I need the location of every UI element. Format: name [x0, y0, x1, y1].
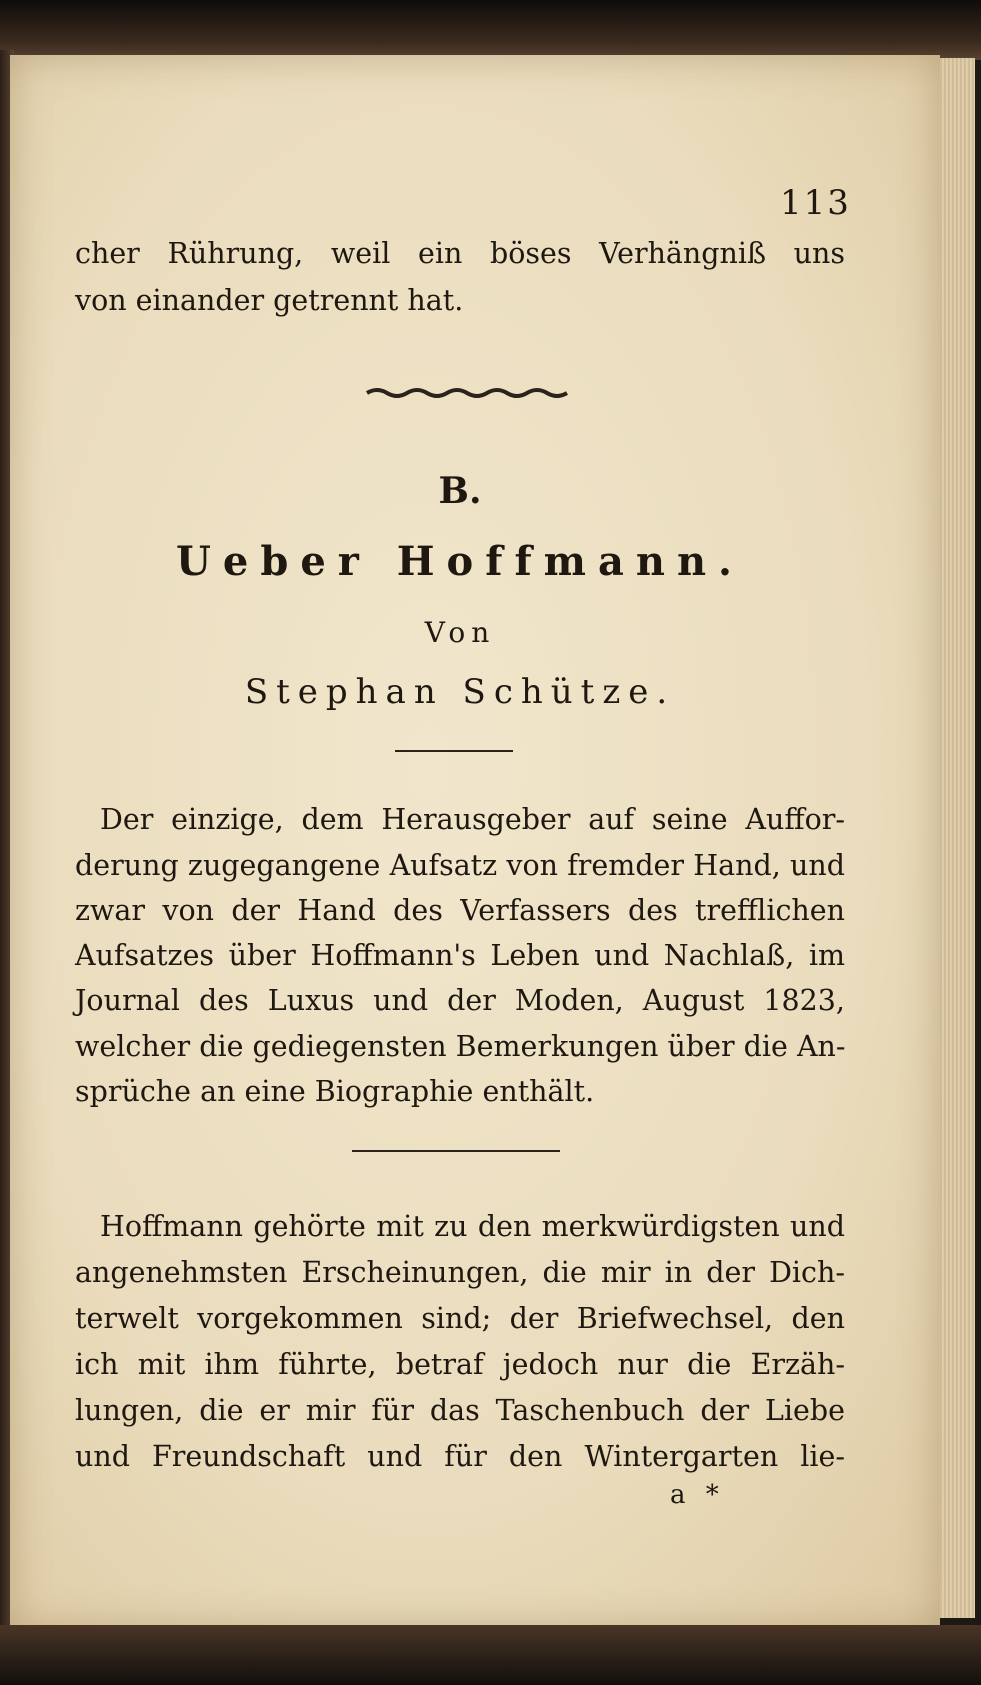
ornament-divider — [365, 386, 570, 400]
section-letter: B. — [438, 470, 482, 512]
body-line: lungen, die er mir für das Taschenbuch der Liebe — [75, 1394, 845, 1427]
scan-background-bottom — [0, 1625, 981, 1685]
body-line: ich mit ihm führte, betraf jedoch nur die Erzäh- — [75, 1348, 845, 1381]
text-line: cher Rührung, weil ein böses Verhängniß uns — [75, 237, 845, 270]
note-line: zwar von der Hand des Verfassers des trefflichen — [75, 894, 845, 927]
note-line: Der einzige, dem Herausgeber auf seine Auffor- — [100, 803, 845, 836]
note-line: Aufsatzes über Hoffmann's Leben und Nachlaß, im — [75, 939, 845, 972]
section-heading: Ueber Hoffmann. — [176, 538, 744, 585]
page-edges — [935, 58, 975, 1618]
page-number: 113 — [780, 183, 851, 223]
body-line: und Freundschaft und für den Wintergarten lie- — [75, 1440, 845, 1473]
signature-mark: a * — [670, 1480, 725, 1510]
note-line: sprüche an eine Biographie enthält. — [75, 1075, 595, 1108]
note-line: welcher die gediegensten Bemerkungen über die An- — [75, 1030, 846, 1063]
byline-von: Von — [424, 616, 496, 649]
body-line: Hoffmann gehörte mit zu den merkwürdigsten und — [100, 1210, 845, 1243]
short-rule — [395, 750, 513, 752]
note-line: Journal des Luxus und der Moden, August 1823, — [75, 984, 845, 1017]
scan-background-top — [0, 0, 981, 60]
text-line: von einander getrennt hat. — [75, 284, 464, 317]
author-name: Stephan Schütze. — [244, 672, 676, 712]
body-line: angenehmsten Erscheinungen, die mir in der Dich- — [75, 1256, 845, 1289]
double-rule — [352, 1150, 560, 1152]
note-line: derung zugegangene Aufsatz von fremder Hand, und — [75, 849, 845, 882]
body-line: terwelt vorgekommen sind; der Briefwechsel, den — [75, 1302, 845, 1335]
